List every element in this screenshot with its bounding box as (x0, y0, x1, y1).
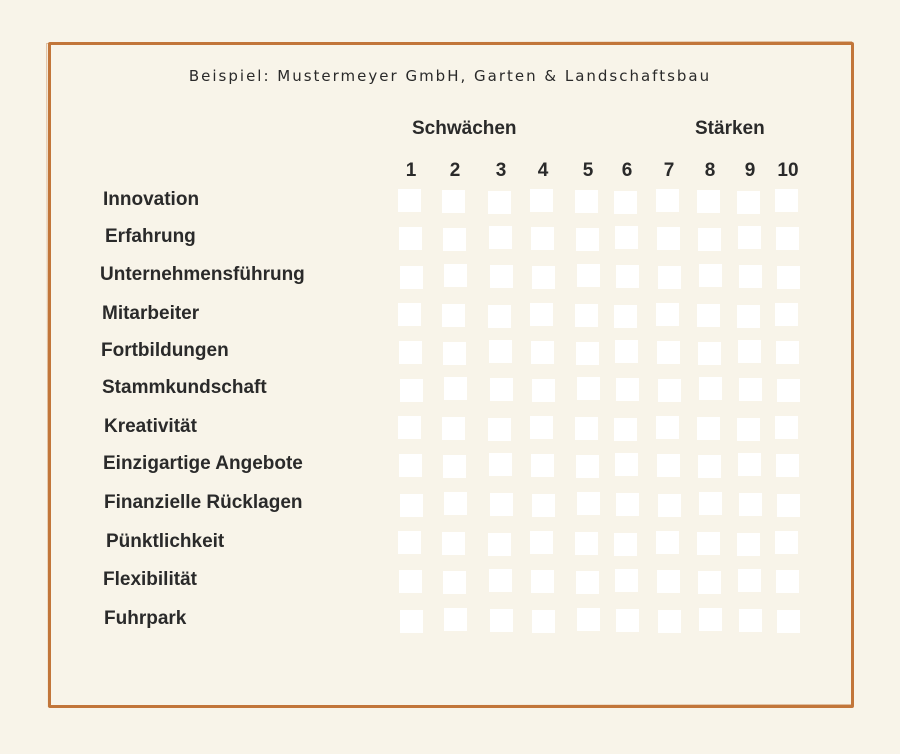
rating-checkbox[interactable] (575, 304, 598, 327)
rating-checkbox[interactable] (575, 190, 598, 213)
rating-checkbox[interactable] (489, 569, 512, 592)
rating-checkbox[interactable] (777, 610, 800, 633)
rating-checkbox[interactable] (490, 493, 513, 516)
rating-checkbox[interactable] (777, 494, 800, 517)
rating-checkbox[interactable] (531, 570, 554, 593)
rating-checkbox[interactable] (399, 227, 422, 250)
rating-checkbox[interactable] (490, 378, 513, 401)
rating-checkbox[interactable] (576, 455, 599, 478)
rating-checkbox[interactable] (697, 190, 720, 213)
rating-checkbox[interactable] (776, 454, 799, 477)
criterion-label: Stammkundschaft (102, 377, 267, 398)
rating-checkbox[interactable] (656, 416, 679, 439)
rating-checkbox[interactable] (615, 453, 638, 476)
criterion-label: Einzigartige Angebote (103, 453, 303, 474)
rating-checkbox[interactable] (398, 531, 421, 554)
rating-checkbox[interactable] (400, 610, 423, 633)
rating-checkbox[interactable] (616, 265, 639, 288)
criterion-label: Fuhrpark (104, 608, 187, 629)
rating-checkbox[interactable] (616, 609, 639, 632)
rating-checkbox[interactable] (739, 493, 762, 516)
rating-checkbox[interactable] (532, 266, 555, 289)
rating-checkbox[interactable] (658, 379, 681, 402)
rating-checkbox[interactable] (444, 608, 467, 631)
rating-checkbox[interactable] (444, 264, 467, 287)
rating-checkbox[interactable] (490, 609, 513, 632)
criterion-label: Finanzielle Rücklagen (104, 492, 303, 513)
rating-checkbox[interactable] (775, 303, 798, 326)
rating-checkbox[interactable] (530, 416, 553, 439)
rating-checkbox[interactable] (575, 417, 598, 440)
rating-checkbox[interactable] (656, 189, 679, 212)
rating-checkbox[interactable] (577, 608, 600, 631)
rating-checkbox[interactable] (738, 453, 761, 476)
rating-checkbox[interactable] (444, 377, 467, 400)
rating-checkbox[interactable] (738, 226, 761, 249)
rating-checkbox[interactable] (399, 454, 422, 477)
rating-checkbox[interactable] (698, 228, 721, 251)
rating-checkbox[interactable] (531, 341, 554, 364)
rating-checkbox[interactable] (489, 340, 512, 363)
rating-checkbox[interactable] (737, 191, 760, 214)
scale-number-7: 7 (663, 160, 675, 181)
rating-checkbox[interactable] (488, 533, 511, 556)
rating-checkbox[interactable] (488, 418, 511, 441)
rating-checkbox[interactable] (697, 532, 720, 555)
criterion-label: Kreativität (104, 416, 197, 437)
rating-checkbox[interactable] (530, 531, 553, 554)
rating-checkbox[interactable] (575, 532, 598, 555)
rating-checkbox[interactable] (530, 189, 553, 212)
rating-checkbox[interactable] (442, 417, 465, 440)
rating-checkbox[interactable] (443, 228, 466, 251)
rating-checkbox[interactable] (443, 342, 466, 365)
rating-checkbox[interactable] (776, 227, 799, 250)
criterion-label: Flexibilität (103, 569, 197, 590)
rating-checkbox[interactable] (489, 226, 512, 249)
rating-checkbox[interactable] (738, 569, 761, 592)
scale-number-3: 3 (495, 160, 507, 181)
rating-checkbox[interactable] (658, 610, 681, 633)
scale-number-5: 5 (582, 160, 594, 181)
rating-checkbox[interactable] (775, 416, 798, 439)
rating-checkbox[interactable] (532, 379, 555, 402)
rating-checkbox[interactable] (399, 341, 422, 364)
rating-checkbox[interactable] (400, 379, 423, 402)
scale-number-6: 6 (621, 160, 633, 181)
rating-checkbox[interactable] (658, 266, 681, 289)
rating-checkbox[interactable] (614, 418, 637, 441)
rating-checkbox[interactable] (532, 610, 555, 633)
rating-checkbox[interactable] (697, 304, 720, 327)
rating-checkbox[interactable] (577, 264, 600, 287)
rating-checkbox[interactable] (442, 304, 465, 327)
rating-checkbox[interactable] (614, 305, 637, 328)
rating-checkbox[interactable] (698, 342, 721, 365)
rating-checkbox[interactable] (657, 341, 680, 364)
rating-checkbox[interactable] (657, 227, 680, 250)
rating-checkbox[interactable] (738, 340, 761, 363)
rating-checkbox[interactable] (400, 266, 423, 289)
rating-checkbox[interactable] (530, 303, 553, 326)
rating-checkbox[interactable] (699, 377, 722, 400)
rating-checkbox[interactable] (698, 571, 721, 594)
rating-checkbox[interactable] (443, 455, 466, 478)
rating-checkbox[interactable] (615, 226, 638, 249)
rating-checkbox[interactable] (777, 266, 800, 289)
scale-number-1: 1 (405, 160, 417, 181)
rating-checkbox[interactable] (488, 305, 511, 328)
rating-checkbox[interactable] (656, 303, 679, 326)
rating-checkbox[interactable] (488, 191, 511, 214)
rating-checkbox[interactable] (657, 570, 680, 593)
rating-checkbox[interactable] (443, 571, 466, 594)
rating-checkbox[interactable] (531, 227, 554, 250)
rating-checkbox[interactable] (615, 569, 638, 592)
rating-checkbox[interactable] (776, 570, 799, 593)
rating-checkbox[interactable] (739, 265, 762, 288)
rating-checkbox[interactable] (737, 418, 760, 441)
rating-checkbox[interactable] (576, 571, 599, 594)
rating-checkbox[interactable] (697, 417, 720, 440)
rating-checkbox[interactable] (489, 453, 512, 476)
rating-checkbox[interactable] (398, 416, 421, 439)
scale-number-8: 8 (704, 160, 716, 181)
strengths-label: Stärken (695, 118, 765, 139)
scale-number-10: 10 (777, 160, 799, 181)
rating-checkbox[interactable] (577, 377, 600, 400)
rating-checkbox[interactable] (699, 492, 722, 515)
rating-checkbox[interactable] (775, 531, 798, 554)
rating-checkbox[interactable] (658, 494, 681, 517)
rating-checkbox[interactable] (532, 494, 555, 517)
rating-checkbox[interactable] (576, 228, 599, 251)
rating-checkbox[interactable] (616, 378, 639, 401)
rating-checkbox[interactable] (614, 191, 637, 214)
criterion-label: Pünktlichkeit (106, 531, 225, 552)
criterion-label: Erfahrung (105, 226, 196, 247)
rating-checkbox[interactable] (739, 378, 762, 401)
rating-checkbox[interactable] (442, 190, 465, 213)
rating-checkbox[interactable] (490, 265, 513, 288)
rating-checkbox[interactable] (699, 608, 722, 631)
criterion-label: Mitarbeiter (102, 303, 200, 324)
rating-checkbox[interactable] (398, 189, 421, 212)
rating-checkbox[interactable] (616, 493, 639, 516)
rating-checkbox[interactable] (576, 342, 599, 365)
criterion-label: Unternehmensführung (100, 264, 305, 285)
rating-checkbox[interactable] (737, 533, 760, 556)
rating-checkbox[interactable] (615, 340, 638, 363)
rating-checkbox[interactable] (775, 189, 798, 212)
criterion-label: Innovation (103, 189, 200, 210)
rating-checkbox[interactable] (614, 533, 637, 556)
rating-checkbox[interactable] (657, 454, 680, 477)
criterion-label: Fortbildungen (101, 340, 229, 361)
rating-checkbox[interactable] (699, 264, 722, 287)
rating-checkbox[interactable] (400, 494, 423, 517)
weaknesses-label: Schwächen (412, 118, 517, 139)
rating-checkbox[interactable] (698, 455, 721, 478)
rating-checkbox[interactable] (399, 570, 422, 593)
rating-checkbox[interactable] (577, 492, 600, 515)
scale-number-9: 9 (744, 160, 756, 181)
rating-checkbox[interactable] (442, 532, 465, 555)
scale-number-4: 4 (537, 160, 549, 181)
scale-number-2: 2 (449, 160, 461, 181)
rating-checkbox[interactable] (398, 303, 421, 326)
rating-checkbox[interactable] (656, 531, 679, 554)
rating-checkbox[interactable] (531, 454, 554, 477)
rating-checkbox[interactable] (444, 492, 467, 515)
rating-checkbox[interactable] (737, 305, 760, 328)
page-title: Beispiel: Mustermeyer GmbH, Garten & Landschaftsbau (188, 67, 712, 85)
rating-checkbox[interactable] (739, 609, 762, 632)
rating-checkbox[interactable] (777, 379, 800, 402)
rating-checkbox[interactable] (776, 341, 799, 364)
